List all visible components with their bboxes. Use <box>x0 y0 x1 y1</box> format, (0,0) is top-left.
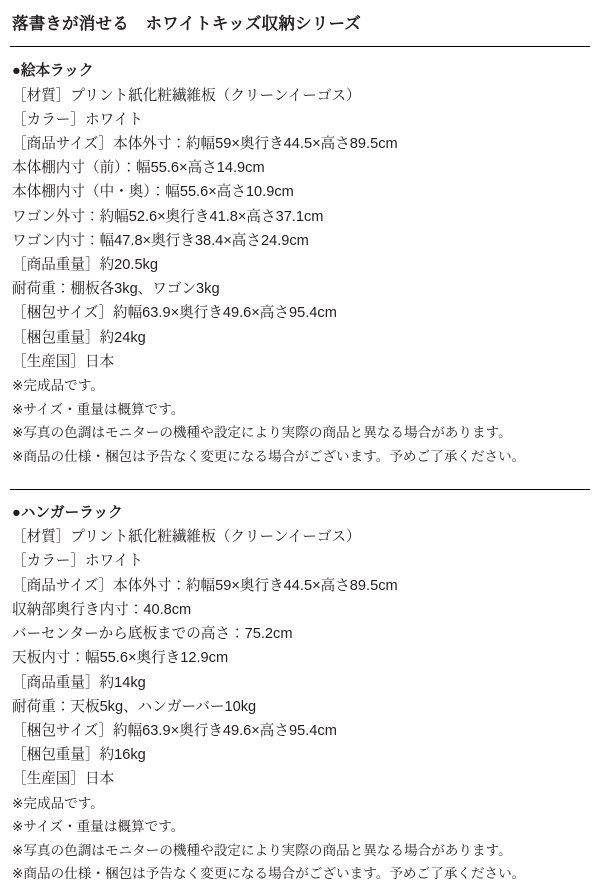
spec-line: ［商品重量］約14kg <box>12 674 146 691</box>
section-heading: ●絵本ラック <box>12 63 94 80</box>
spec-line: 耐荷重：天板5kg、ハンガーバー10kg <box>12 698 257 715</box>
note-line: ※サイズ・重量は概算です。 <box>12 401 185 417</box>
spec-line: 収納部奥行き内寸：40.8cm <box>12 601 192 618</box>
section-hanger-rack <box>10 490 590 885</box>
spec-line: ［生産国］日本 <box>12 771 115 788</box>
spec-line: ［カラー］ホワイト <box>12 553 143 570</box>
spec-line: ［梱包サイズ］約幅63.9×奥行き49.6×高さ95.4cm <box>12 722 337 739</box>
spec-line: ［商品重量］約20.5kg <box>12 257 158 274</box>
spec-line: ［梱包重量］約24kg <box>12 329 146 346</box>
section-picture-book-rack <box>10 59 590 468</box>
spec-line: ワゴン外寸：約幅52.6×奥行き41.8×高さ37.1cm <box>12 208 324 225</box>
spec-line: 天板内寸：幅55.6×奥行き12.9cm <box>12 650 229 667</box>
spec-line: ［梱包サイズ］約幅63.9×奥行き49.6×高さ95.4cm <box>12 305 337 322</box>
spec-line: ［商品サイズ］本体外寸：約幅59×奥行き44.5×高さ89.5cm <box>12 577 398 594</box>
page-title: 落書きが消せる ホワイトキッズ収納シリーズ <box>12 15 362 33</box>
note-line: ※完成品です。 <box>12 378 104 394</box>
note-line: ※商品の仕様・梱包は予告なく変更になる場合がございます。予めご了承ください。 <box>12 448 526 464</box>
section-heading: ●ハンガーラック <box>12 505 123 522</box>
title-divider <box>10 46 590 47</box>
note-line: ※写真の色調はモニターの機種や設定により実際の商品と異なる場合があります。 <box>12 842 512 858</box>
section-spacer <box>10 468 590 478</box>
spec-line: ［材質］プリント紙化粧繊維板（クリーンイーゴス） <box>12 529 361 546</box>
note-line: ※写真の色調はモニターの機種や設定により実際の商品と異なる場合があります。 <box>12 425 512 441</box>
spec-line: バーセンターから底板までの高さ：75.2cm <box>12 626 293 643</box>
heading-spacer <box>12 490 588 501</box>
spec-line: ［梱包重量］約16kg <box>12 747 146 764</box>
spec-line: ［カラー］ホワイト <box>12 111 143 128</box>
spec-line: 本体棚内寸（中・奥）：幅55.6×高さ10.9cm <box>12 184 294 201</box>
spec-line: 本体棚内寸（前）：幅55.6×高さ14.9cm <box>12 160 265 177</box>
spec-line: ワゴン内寸：幅47.8×奥行き38.4×高さ24.9cm <box>12 232 309 249</box>
note-line: ※完成品です。 <box>12 795 104 811</box>
spec-line: ［材質］プリント紙化粧繊維板（クリーンイーゴス） <box>12 87 361 104</box>
spec-line: ［商品サイズ］本体外寸：約幅59×奥行き44.5×高さ89.5cm <box>12 136 398 153</box>
note-line: ※商品の仕様・梱包は予告なく変更になる場合がございます。予めご了承ください。 <box>12 866 526 882</box>
spec-line: 耐荷重：棚板各3kg、ワゴン3kg <box>12 281 220 298</box>
spec-line: ［生産国］日本 <box>12 353 115 370</box>
note-line: ※サイズ・重量は概算です。 <box>12 819 185 835</box>
